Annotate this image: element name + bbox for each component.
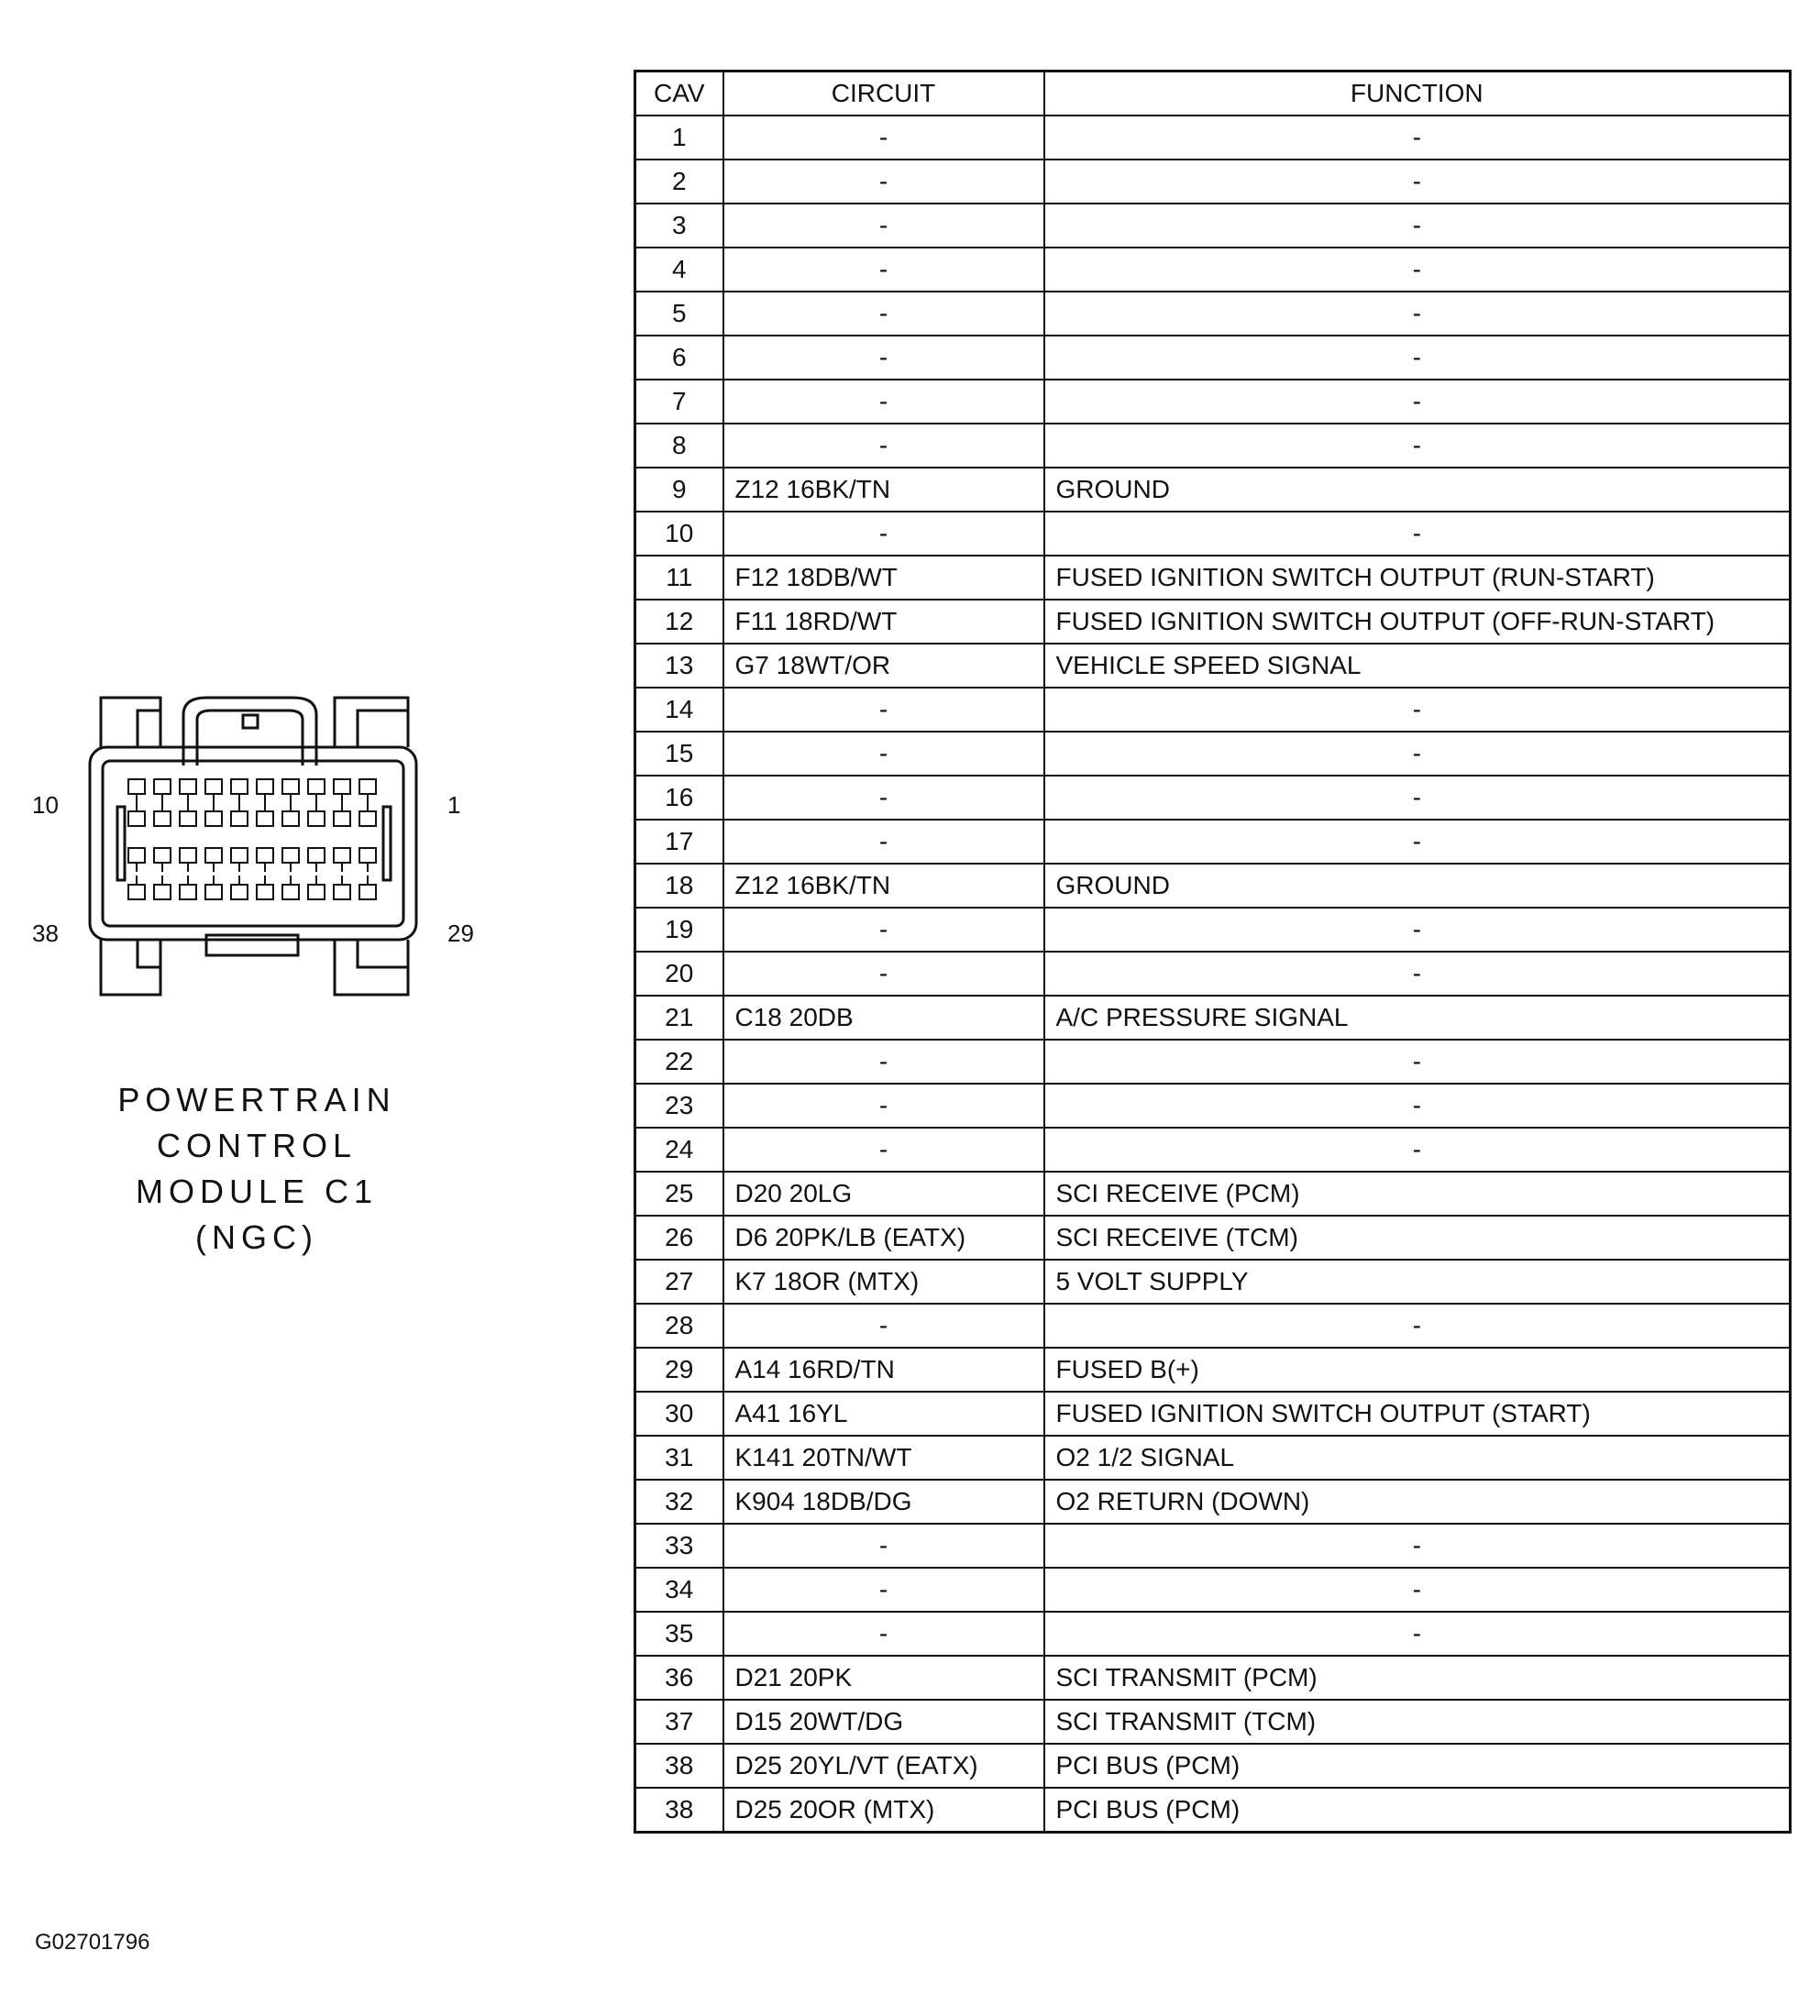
circuit-cell: F11 18RD/WT — [723, 600, 1044, 644]
pinout-table-container — [634, 70, 1789, 1834]
circuit-cell: - — [723, 1524, 1044, 1568]
pin-cavity — [257, 885, 273, 899]
cav-cell: 36 — [635, 1656, 723, 1700]
table-row — [635, 1348, 1791, 1392]
pin-cavity — [334, 779, 350, 794]
pin-cavity — [334, 885, 350, 899]
table-row — [635, 600, 1791, 644]
module-name — [92, 1077, 422, 1261]
cav-cell: 33 — [635, 1524, 723, 1568]
cav-cell: 34 — [635, 1568, 723, 1612]
table-row — [635, 820, 1791, 864]
table-row — [635, 776, 1791, 820]
pin-cavity — [308, 779, 325, 794]
table-row — [635, 204, 1791, 248]
table-row — [635, 468, 1791, 512]
cav-cell: 11 — [635, 556, 723, 600]
cav-cell: 6 — [635, 336, 723, 380]
table-row — [635, 1216, 1791, 1260]
module-name-line-3: MODULE C1 — [135, 1173, 379, 1210]
pin-cavity — [180, 811, 196, 826]
function-cell: SCI RECEIVE (PCM) — [1044, 1172, 1791, 1216]
pin-cavity — [308, 811, 325, 826]
function-cell: - — [1044, 1128, 1791, 1172]
pinout-table — [634, 70, 1792, 1834]
function-cell: SCI RECEIVE (TCM) — [1044, 1216, 1791, 1260]
cav-cell: 9 — [635, 468, 723, 512]
circuit-cell: - — [723, 512, 1044, 556]
circuit-cell: - — [723, 248, 1044, 292]
circuit-cell: - — [723, 1128, 1044, 1172]
function-cell: SCI TRANSMIT (PCM) — [1044, 1656, 1791, 1700]
cav-cell: 12 — [635, 600, 723, 644]
table-row — [635, 556, 1791, 600]
circuit-cell: - — [723, 204, 1044, 248]
pin-cavity — [282, 779, 299, 794]
pin-label-1: 1 — [447, 791, 461, 819]
function-cell: FUSED IGNITION SWITCH OUTPUT (RUN-START) — [1044, 556, 1791, 600]
pin-cavity — [359, 779, 376, 794]
cav-cell: 13 — [635, 644, 723, 688]
circuit-cell: D6 20PK/LB (EATX) — [723, 1216, 1044, 1260]
figure-id: G02701796 — [35, 1930, 150, 1955]
circuit-cell: K7 18OR (MTX) — [723, 1260, 1044, 1304]
module-name-line-2: CONTROL — [156, 1127, 357, 1164]
pin-cavity — [282, 885, 299, 899]
function-cell: - — [1044, 908, 1791, 952]
pin-cavity — [180, 848, 196, 863]
cav-cell: 7 — [635, 380, 723, 424]
pin-cavity — [154, 848, 171, 863]
function-cell: - — [1044, 952, 1791, 996]
cav-cell: 37 — [635, 1700, 723, 1744]
header-function: FUNCTION — [1044, 72, 1791, 116]
function-cell: - — [1044, 1084, 1791, 1128]
cav-cell: 15 — [635, 732, 723, 776]
table-row — [635, 1172, 1791, 1216]
circuit-cell: - — [723, 380, 1044, 424]
pin-cavity — [128, 885, 145, 899]
circuit-cell: - — [723, 116, 1044, 160]
pin-cavity — [205, 848, 222, 863]
circuit-cell: - — [723, 424, 1044, 468]
pin-cavity — [231, 885, 248, 899]
circuit-cell: - — [723, 952, 1044, 996]
module-name-line-1: POWERTRAIN — [117, 1081, 396, 1118]
pin-cavity — [128, 811, 145, 826]
circuit-cell: - — [723, 160, 1044, 204]
circuit-cell: K904 18DB/DG — [723, 1480, 1044, 1524]
cav-cell: 27 — [635, 1260, 723, 1304]
circuit-cell: - — [723, 820, 1044, 864]
cav-cell: 28 — [635, 1304, 723, 1348]
table-row — [635, 1436, 1791, 1480]
circuit-cell: - — [723, 1040, 1044, 1084]
cav-cell: 29 — [635, 1348, 723, 1392]
circuit-cell: - — [723, 336, 1044, 380]
cav-cell: 10 — [635, 512, 723, 556]
function-cell: FUSED IGNITION SWITCH OUTPUT (OFF-RUN-START) — [1044, 600, 1791, 644]
pin-cavity — [231, 811, 248, 826]
pin-label-10: 10 — [32, 791, 59, 819]
cav-cell: 18 — [635, 864, 723, 908]
function-cell: O2 1/2 SIGNAL — [1044, 1436, 1791, 1480]
circuit-cell: - — [723, 1612, 1044, 1656]
pin-cavity — [231, 848, 248, 863]
cav-cell: 23 — [635, 1084, 723, 1128]
circuit-cell: G7 18WT/OR — [723, 644, 1044, 688]
table-row — [635, 424, 1791, 468]
table-row — [635, 1700, 1791, 1744]
table-row — [635, 1612, 1791, 1656]
circuit-cell: F12 18DB/WT — [723, 556, 1044, 600]
function-cell: - — [1044, 160, 1791, 204]
cav-cell: 26 — [635, 1216, 723, 1260]
cav-cell: 14 — [635, 688, 723, 732]
pin-cavity — [308, 848, 325, 863]
table-row — [635, 644, 1791, 688]
cav-cell: 8 — [635, 424, 723, 468]
header-circuit: CIRCUIT — [723, 72, 1044, 116]
cav-cell: 38 — [635, 1788, 723, 1833]
function-cell: - — [1044, 820, 1791, 864]
cav-cell: 17 — [635, 820, 723, 864]
function-cell: - — [1044, 732, 1791, 776]
function-cell: - — [1044, 1040, 1791, 1084]
function-cell: - — [1044, 688, 1791, 732]
table-row — [635, 512, 1791, 556]
pin-cavity — [128, 779, 145, 794]
circuit-cell: - — [723, 1304, 1044, 1348]
function-cell: PCI BUS (PCM) — [1044, 1744, 1791, 1788]
function-cell: FUSED IGNITION SWITCH OUTPUT (START) — [1044, 1392, 1791, 1436]
table-row — [635, 952, 1791, 996]
table-row — [635, 1744, 1791, 1788]
circuit-cell: C18 20DB — [723, 996, 1044, 1040]
table-row — [635, 1128, 1791, 1172]
function-cell: - — [1044, 116, 1791, 160]
pin-cavity — [154, 779, 171, 794]
cav-cell: 38 — [635, 1744, 723, 1788]
header-cav: CAV — [635, 72, 723, 116]
pin-cavity — [205, 811, 222, 826]
pin-cavity — [359, 848, 376, 863]
circuit-cell: D20 20LG — [723, 1172, 1044, 1216]
cav-cell: 5 — [635, 292, 723, 336]
function-cell: - — [1044, 292, 1791, 336]
cav-cell: 20 — [635, 952, 723, 996]
cav-cell: 25 — [635, 1172, 723, 1216]
circuit-cell: - — [723, 292, 1044, 336]
cav-cell: 35 — [635, 1612, 723, 1656]
table-row — [635, 1260, 1791, 1304]
pin-cavity — [231, 779, 248, 794]
function-cell: - — [1044, 776, 1791, 820]
cav-cell: 24 — [635, 1128, 723, 1172]
pin-cavity — [308, 885, 325, 899]
table-row — [635, 1480, 1791, 1524]
circuit-cell: - — [723, 732, 1044, 776]
cav-cell: 2 — [635, 160, 723, 204]
pin-cavity — [180, 885, 196, 899]
pin-cavity — [257, 848, 273, 863]
cav-cell: 32 — [635, 1480, 723, 1524]
circuit-cell: Z12 16BK/TN — [723, 864, 1044, 908]
circuit-cell: D21 20PK — [723, 1656, 1044, 1700]
circuit-cell: K141 20TN/WT — [723, 1436, 1044, 1480]
table-row — [635, 732, 1791, 776]
table-row — [635, 1304, 1791, 1348]
pin-cavity — [180, 779, 196, 794]
pin-cavity — [359, 885, 376, 899]
table-row — [635, 116, 1791, 160]
pin-cavity — [282, 848, 299, 863]
pin-cavity — [282, 811, 299, 826]
function-cell: - — [1044, 248, 1791, 292]
table-row — [635, 688, 1791, 732]
function-cell: - — [1044, 1304, 1791, 1348]
pin-cavity — [205, 885, 222, 899]
circuit-cell: - — [723, 1084, 1044, 1128]
pin-cavity — [257, 811, 273, 826]
function-cell: - — [1044, 424, 1791, 468]
function-cell: 5 VOLT SUPPLY — [1044, 1260, 1791, 1304]
pin-cavity — [205, 779, 222, 794]
function-cell: - — [1044, 204, 1791, 248]
pin-cavity — [334, 811, 350, 826]
table-row — [635, 1788, 1791, 1833]
function-cell: O2 RETURN (DOWN) — [1044, 1480, 1791, 1524]
table-row — [635, 1392, 1791, 1436]
table-header-row — [635, 72, 1791, 116]
table-row — [635, 1656, 1791, 1700]
table-row — [635, 1040, 1791, 1084]
pin-cavity — [128, 848, 145, 863]
table-row — [635, 380, 1791, 424]
function-cell: - — [1044, 380, 1791, 424]
circuit-cell: A41 16YL — [723, 1392, 1044, 1436]
table-row — [635, 996, 1791, 1040]
cav-cell: 4 — [635, 248, 723, 292]
pin-cavity — [359, 811, 376, 826]
circuit-cell: - — [723, 776, 1044, 820]
circuit-cell: - — [723, 688, 1044, 732]
function-cell: VEHICLE SPEED SIGNAL — [1044, 644, 1791, 688]
pin-label-38: 38 — [32, 920, 59, 947]
table-row — [635, 864, 1791, 908]
function-cell: GROUND — [1044, 864, 1791, 908]
connector-outline-icon — [83, 692, 468, 1041]
table-row — [635, 1524, 1791, 1568]
module-name-line-4: (NGC) — [195, 1218, 318, 1256]
table-row — [635, 1568, 1791, 1612]
table-row — [635, 336, 1791, 380]
circuit-cell: D15 20WT/DG — [723, 1700, 1044, 1744]
function-cell: - — [1044, 1568, 1791, 1612]
function-cell: GROUND — [1044, 468, 1791, 512]
function-cell: - — [1044, 1524, 1791, 1568]
circuit-cell: D25 20YL/VT (EATX) — [723, 1744, 1044, 1788]
function-cell: - — [1044, 1612, 1791, 1656]
cav-cell: 22 — [635, 1040, 723, 1084]
cav-cell: 3 — [635, 204, 723, 248]
pin-cavity — [257, 779, 273, 794]
function-cell: FUSED B(+) — [1044, 1348, 1791, 1392]
function-cell: PCI BUS (PCM) — [1044, 1788, 1791, 1833]
table-row — [635, 292, 1791, 336]
function-cell: SCI TRANSMIT (TCM) — [1044, 1700, 1791, 1744]
pin-cavity — [154, 811, 171, 826]
cav-cell: 31 — [635, 1436, 723, 1480]
cav-cell: 21 — [635, 996, 723, 1040]
function-cell: - — [1044, 336, 1791, 380]
pin-cavity — [154, 885, 171, 899]
circuit-cell: Z12 16BK/TN — [723, 468, 1044, 512]
cav-cell: 1 — [635, 116, 723, 160]
circuit-cell: D25 20OR (MTX) — [723, 1788, 1044, 1833]
circuit-cell: - — [723, 1568, 1044, 1612]
connector-diagram — [32, 692, 474, 1041]
cav-cell: 19 — [635, 908, 723, 952]
pin-cavity — [334, 848, 350, 863]
table-row — [635, 1084, 1791, 1128]
function-cell: - — [1044, 512, 1791, 556]
table-row — [635, 248, 1791, 292]
pin-label-29: 29 — [447, 920, 474, 947]
circuit-cell: A14 16RD/TN — [723, 1348, 1044, 1392]
cav-cell: 30 — [635, 1392, 723, 1436]
table-row — [635, 908, 1791, 952]
function-cell: A/C PRESSURE SIGNAL — [1044, 996, 1791, 1040]
circuit-cell: - — [723, 908, 1044, 952]
cav-cell: 16 — [635, 776, 723, 820]
table-row — [635, 160, 1791, 204]
